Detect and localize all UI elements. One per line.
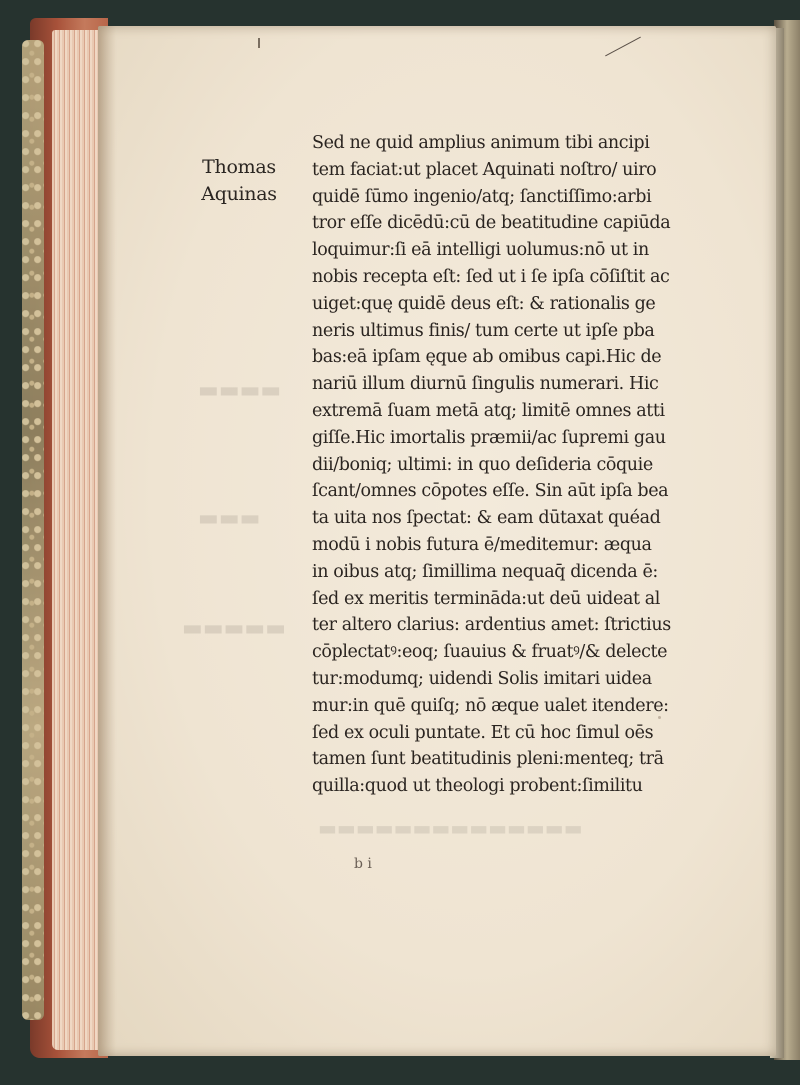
text-line: nobis recepta eſt: ſed ut i ſe ipſa cōſiſtit ac xyxy=(312,266,670,287)
page-stack-edges xyxy=(52,30,104,1050)
text-line: quidē ſūmo ingenio/atq; ſanctiſſimo:arbi xyxy=(312,186,652,207)
text-line: ta uita nos ſpectat: & eam dūtaxat quéad xyxy=(312,508,661,529)
text-line: uiget:quę quidē deus eſt: & rationalis ge xyxy=(312,293,656,314)
text-line: bas:eā ipſam ęque ab omibus capi.Hic de xyxy=(312,347,662,368)
bleed-through-footer: ▬▬▬▬▬▬▬▬▬▬▬▬▬▬ xyxy=(318,816,583,840)
text-line: ter altero clarius: ardentius amet: ſtrictius xyxy=(312,615,671,636)
text-line: in oibus atq; ſimillima nequaq̄ dicenda ē: xyxy=(312,561,658,582)
bleed-through-marginal-1: ▬▬▬▬ xyxy=(198,378,282,403)
text-line: mur:in quē quiſq; nō æque ualet itendere: xyxy=(312,695,669,716)
book-page xyxy=(98,26,776,1056)
text-line: ſed ex oculi puntate. Et cū hoc ſimul oēs xyxy=(312,722,654,743)
marbled-board-edge xyxy=(22,40,44,1020)
text-line: tamen ſunt beatitudinis pleni:menteq; trā xyxy=(312,749,664,770)
text-line: modū i nobis futura ē/meditemur: æqua xyxy=(312,534,652,555)
marginal-note xyxy=(194,154,284,208)
text-line: ſcant/omnes cōpotes eſſe. Sin aūt ipſa bea xyxy=(312,481,669,502)
marginal-note-line: Thomas xyxy=(202,156,276,178)
ink-tick-mark xyxy=(258,38,260,48)
text-line: tror eſſe dicēdū:cū de beatitudine capiūda xyxy=(312,213,671,234)
text-line: nariū illum diurnū ſingulis numerari. Hic xyxy=(312,374,659,395)
signature-mark: b i xyxy=(354,856,372,872)
text-line: neris ultimus finis/ tum certe ut ipſe pba xyxy=(312,320,655,341)
text-line: dii/boniq; ultimi: in quo deſideria cōquie xyxy=(312,454,653,475)
text-line: Sed ne quid amplius animum tibi ancipi xyxy=(312,133,650,153)
text-line: quilla:quod ut theologi probent:ſimilitu xyxy=(312,776,643,797)
text-line: ſed ex meritis termināda:ut deū uideat al xyxy=(312,588,660,609)
text-line: loquimur:ſi eā intelligi uolumus:nō ut in xyxy=(312,240,649,261)
ink-stroke-mark xyxy=(605,37,641,57)
text-line: extremā ſuam metā atq; limitē omnes atti xyxy=(312,400,665,421)
text-line: tur:modumq; uidendi Solis imitari uidea xyxy=(312,668,652,689)
text-line: tem faciat:ut placet Aquinati noſtro/ uiro xyxy=(312,159,657,180)
bleed-through-marginal-3: ▬▬▬▬▬ xyxy=(182,616,286,641)
marginal-note-line: Aquinas xyxy=(201,183,277,205)
text-line: giſſe.Hic imortalis præmii/ac ſupremi gau xyxy=(312,427,666,448)
bleed-through-marginal-2: ▬▬▬ xyxy=(198,506,261,531)
text-line: cōplectatꝰ:eoq; ſuauius & fruatꝰ/& delecte xyxy=(312,642,668,663)
main-text-block xyxy=(312,130,732,800)
page-crease-shadow xyxy=(98,26,116,1056)
